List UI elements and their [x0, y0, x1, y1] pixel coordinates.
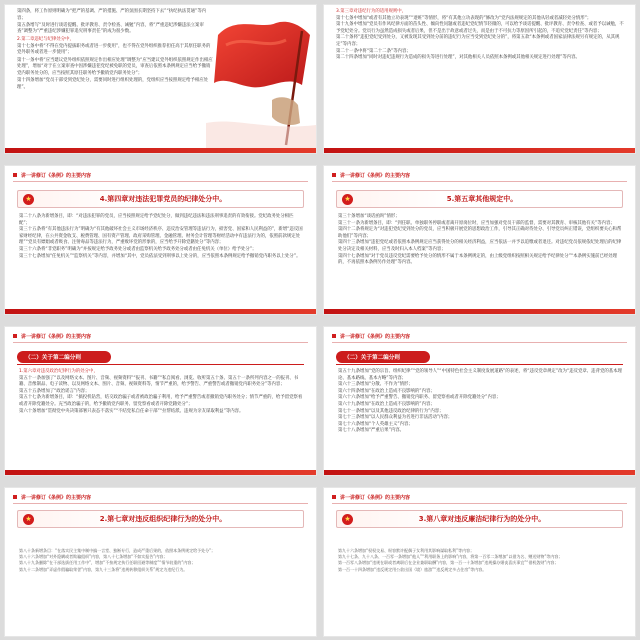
header-label: 讲一讲修订《条例》的主要内容: [21, 333, 92, 340]
header-divider: [332, 503, 627, 504]
slide-thumbnail-4[interactable]: [323, 165, 636, 315]
slide8-line: 第一百零八条增加“违规在职或者离职后在企业兼职取酬”内容，第一百一十条增加“违规操办婚丧喜庆事宜”“借机敛财”内容；: [338, 560, 559, 566]
header-label: 讲一讲修订《条例》的主要内容: [21, 494, 92, 501]
section-title: 3.第八章对违反廉洁纪律行为的处分中。: [418, 515, 546, 523]
slide-thumbnail-6[interactable]: [323, 326, 636, 476]
slide6-body: [338, 369, 623, 435]
section-title: 2.第七章对违反组织纪律行为的处分中。: [99, 515, 227, 523]
slide-header: [5, 330, 91, 342]
header-marker: [332, 495, 336, 499]
slide6-line: 第六十六条增加“给予严重警告、撤销党内职务、留党察看或者开除党籍处分”内容；: [338, 395, 501, 401]
slide-header: [5, 169, 91, 181]
slide4-body: [338, 214, 623, 267]
section-tab: （二）关于第二编分则: [336, 351, 430, 363]
header-marker: [332, 334, 336, 338]
slide4-line: 第三十条增加“谈话函询”情形；: [338, 214, 400, 219]
slide6-line: 第六十四条增加“在政治上造成不良影响的”内容；: [338, 388, 435, 394]
section-title-box: [17, 190, 304, 208]
section-title: 4.第四章对违法犯罪党员的纪律处分中。: [99, 195, 227, 203]
slide1-line: 第十四条增加“党员干部受到党纪处分，需要同时进行组织处理的，党组织应当按照规定给予相应处理”。: [17, 77, 209, 90]
slide5-line: 第六十条增加“贯彻党中央决策部署只表态不落实”“不结党私自任命干部”“拉帮结派、违规为亲友谋取利益”等内容。: [19, 408, 244, 414]
section-tab: （二）关于第二编分则: [17, 351, 111, 363]
slide1-line: 第十七条中将“不得在党内提拔职务或者进一步使用”，也不得在党外组织推荐担任高于其原任职务的党外职务或者进一步使用”；: [17, 43, 211, 56]
slide1-line: 第五条增写“及时进行谈话提醒、批评教育、责令检查、诫勉”内容，将“严重违纪涉嫌违法立案审查”调整为“严重违纪涉嫌犯罪追究刑事责任”的成为很少数。: [17, 22, 204, 35]
slide6-line: 第七十六条增加“个人英雄主义”内容；: [338, 421, 413, 427]
slide6-line: 第七十三条增加“以人民群众利益为名进行非法活动”内容；: [338, 415, 453, 421]
slide-thumbnail-2[interactable]: [323, 4, 636, 154]
header-divider: [13, 503, 308, 504]
slide1-line: 第四条，将工作原则明确为“把严的基调、严的措施、严的氛围长期坚持下去”“执纪执法贯通”等内容；: [17, 9, 207, 21]
slide5-line: 第五十七条为新增条目，即：“搞投机钻营，结交政治骗子或者被政治骗子利用，给予严重警告或者撤销党内职务处分；情节严重的，给予留党察看或者开除党籍处分。充当政治骗子的，给予撤销党内职务、留党察看或者开除党籍处分”；: [19, 395, 303, 407]
slide-footer-bar: [5, 148, 316, 153]
slide-footer-bar: [324, 148, 635, 153]
party-flag-image: [206, 5, 316, 150]
slide-footer-bar: [5, 470, 316, 475]
slide-footer-bar: [324, 470, 635, 475]
slide7-line: 第八十六条增加“对外隐瞒或者欺骗组织”内容，第八十七条增加“不如实报告”内容；: [19, 554, 168, 560]
slide3-line: 第三十五条将“有其他违法行为”明确为“有其他破坏社会主义市场经济秩序、违反治安管理等违法行为，损害党、国家和人民利益的”，新增“违反国家财经纪律，在公共资金收支、税费管理、国有资产管理、政府采购管理、金融管理、财务会计管理等财经活动中有违法行为的，依照前款规定处理”“党员有嫖娼或者吸食、注射毒品等违法行为，严重败坏党的形象的，应当给予开除党籍处分”等内容；: [19, 227, 303, 246]
header-marker: [13, 173, 17, 177]
slide-header: [324, 491, 410, 503]
party-emblem-icon: ★: [342, 514, 353, 525]
slide3-line: 第三十七条增加“任免机关”“监察机关”等内容，并增加“其中，党员依法受到刑事以上处分的，应当依照本条例规定给予撤销党内职务以上处分”。: [19, 253, 301, 259]
slide5-section-heading: 1.第六章对违反政治纪律行为的处分中，: [19, 369, 98, 374]
section-title: 5.第五章其他规定中。: [446, 195, 518, 203]
slide7-body: [19, 548, 304, 573]
slide5-body: [19, 369, 304, 415]
slide8-body: [338, 548, 623, 573]
slide4-line: 第四十三条增加“违犯党纪或者依照本条例规定应当获得处分的相关经济利益，应当依法一并予以追缴或者退还。对违纪党员依规依纪处理后的纪律处分决定及相关材料，应当及时归入本人档案”等内容；: [338, 240, 622, 252]
section-title-box: [17, 510, 304, 528]
section-title-box: [336, 510, 623, 528]
slide-thumbnail-1[interactable]: [4, 4, 317, 154]
slide8-line: 第一百一十四条增加“违反规定用公款出国（境）旅游”“违反规定多占住房”等内容。: [338, 566, 487, 572]
section-tab-underline: [336, 364, 623, 365]
section-title-box: [336, 190, 623, 208]
header-divider: [13, 181, 308, 182]
slide2-body: [336, 9, 628, 62]
slide-footer-bar: [324, 309, 635, 314]
slide-footer-bar: [5, 309, 316, 314]
slide1-section-heading: 2.第二章违纪与纪律处分中，: [17, 36, 74, 42]
section-tab-underline: [17, 364, 304, 365]
slide6-line: 第六十三条增加“分散、不作为”情形；: [338, 382, 413, 388]
slide2-line: 第二十一条中将“第二十二条”等内容；: [336, 48, 411, 54]
party-emblem-icon: ★: [23, 514, 34, 525]
slide2-line: 第十七条中增加“或者有其他立功表现”“退赃”等情形，将“有其他立功表现的”修改为“党内法规规定的其他从轻或者减轻处分情形”；: [336, 15, 592, 21]
slide4-line: 第四十二条将规定为“对违犯党纪受到处分的党员，应当积极开展党的思想政治工作，引导其正确对待处分、引导党员纠正错误，党组织要关心和帮助他们”等内容；: [338, 227, 622, 239]
slide2-line: 第二十四条增加“同时对违纪违规行为造成的损失等进行处理”，对其他相关人员依照本条例或其他相关规定进行处理”等内容。: [336, 55, 580, 61]
header-divider: [13, 342, 308, 343]
header-label: 讲一讲修订《条例》的主要内容: [340, 172, 411, 179]
slide4-line: 第四十七条增加“对于党员违反党纪需要给予处分的情形不属于本条例规定的，由上级党组织按照相关规定给予纪律处分”“本条例实施前已经处理的，不再依照本条例另作处理”等内容。: [338, 253, 618, 266]
slide8-line: 第九十六条增加“权权交易、纵容默许配偶子女利用其影响谋取私利”等内容；: [338, 548, 475, 553]
slide-thumbnail-8[interactable]: [323, 487, 636, 637]
party-emblem-icon: ★: [342, 194, 353, 205]
slide-thumbnail-3[interactable]: [4, 165, 317, 315]
slide6-line: 第七十八条增加“严重后果”内容。: [338, 428, 405, 434]
slide4-line: 第三十一条为新增条目，即：“到任职、单独职务停职或者离开原岗位时，应当加强对党员干部的监督，需要对其教育、审核其他有关”等内容；: [338, 220, 615, 226]
slide7-line: 第九十二条增加“弄虚作假骗取荣誉”内容，第九十三条将“违规转移组织关系”规定为违纪行为。: [19, 566, 188, 572]
slide7-line: 第八十条新增条目：“在落实民主集中制中搞一言堂、独断专行，造成严重后果的，依照本条例规定给予处分”；: [19, 548, 216, 553]
slide3-line: 第三十六条将“非党职务”明确为“并按规定给予政务处分或者由监察机关给予政务处分或者由任免机关（单位）给予处分”；: [19, 246, 257, 252]
slide-thumbnail-5[interactable]: [4, 326, 317, 476]
slide6-line: 第七十一条增加“以及其他违反政治纪律的行为”内容；: [338, 408, 444, 414]
slide2-line: 第十九条中增加“党员有作风纪律方面的苗头性、倾向性问题或者违纪党纪情节轻微的，可以给予谈话提醒、批评教育、责令检查、或者予以诫勉，不予党纪处分。党员行为虽然造成损失或者后果，但不是出于故意或者过失，而是由于不可抗力等原因所引起的，不追究党纪责任”等内容；: [336, 22, 624, 34]
slide-thumbnail-7[interactable]: [4, 487, 317, 637]
slide6-line: 第六十九条增加“在政治上造成不良影响的”内容；: [338, 401, 435, 407]
slide-header: [5, 491, 91, 503]
slide2-line: 第二十条将“违犯党纪受到处分，又被发现其受到处分前的违纪行为应当受到党纪处分的”，将第五款“本条例或者国家法律法规另有规定的，从其规定”等内容；: [336, 35, 620, 47]
slide1-line: 第十一条中将“应当建议党外组织依照规定作出相应处理”调整为“应当建议党外组织依照规定作出相应处理”，增加“对于在立案审查中因涉嫌违犯党纪被免职的党员，审查后依照本条例规定应当给予撤销党内职务处分的，应当按照其原任职务给予撤销党内职务处分”；: [17, 57, 213, 76]
header-marker: [332, 173, 336, 177]
header-marker: [13, 495, 17, 499]
header-divider: [332, 181, 627, 182]
slide-header: [324, 330, 410, 342]
header-divider: [332, 342, 627, 343]
slide5-line: 第五十一条加强了“以及网络文本、图片、音频、视频资料”“报刊、书籍”“私自阅看、浏览、收听第五十条、第五十一条所列内容之一的报刊、书籍、音像制品、电子读物、以及网络文本、图片、音频、视频资料等，情节严重的，给予警告、严重警告或者撤销党内职务处分”等内容；: [19, 375, 299, 388]
slide3-body: [19, 214, 304, 260]
slide5-line: 第五十五条增加了“政治谣言”内容；: [19, 388, 90, 394]
header-label: 讲一讲修订《条例》的主要内容: [21, 172, 92, 179]
header-label: 讲一讲修订《条例》的主要内容: [340, 333, 411, 340]
slide2-section-heading: 3.第三章对违纪行为的适用规则中，: [336, 9, 407, 14]
header-marker: [13, 334, 17, 338]
header-label: 讲一讲修订《条例》的主要内容: [340, 494, 411, 501]
slide6-line: 第五十九条增加“党的宗旨、组织纪律”“党的领导人”“中国特色社会主义制度发展道路”的表述，将“违反党章规定”改为“违反党章、违背党的基本理论、基本路线、基本方略”等内容；: [338, 369, 622, 381]
slide1-body: [17, 9, 213, 92]
party-emblem-icon: ★: [23, 194, 34, 205]
slide3-line: 第二十八条为新增条目，即：“对违法犯罪的党员，应当按照规定给予党纪处分，做到违纪违法和违法刑事追责的有效衔接。党纪政务处分相匹配”；: [19, 214, 294, 226]
slide-header: [324, 169, 410, 181]
slide8-line: 第九十七条、九十八条、一百零一条增加“他人”“利用职务上的影响”内容，将第一百零二条增加“以借为名、赠送财物”等内容；: [338, 554, 563, 560]
slide7-line: 第八十九条删除“在干部选拔任用工作中”，增加“不按规定执行任职回避等制度”“情节较重的”内容；: [19, 560, 196, 566]
